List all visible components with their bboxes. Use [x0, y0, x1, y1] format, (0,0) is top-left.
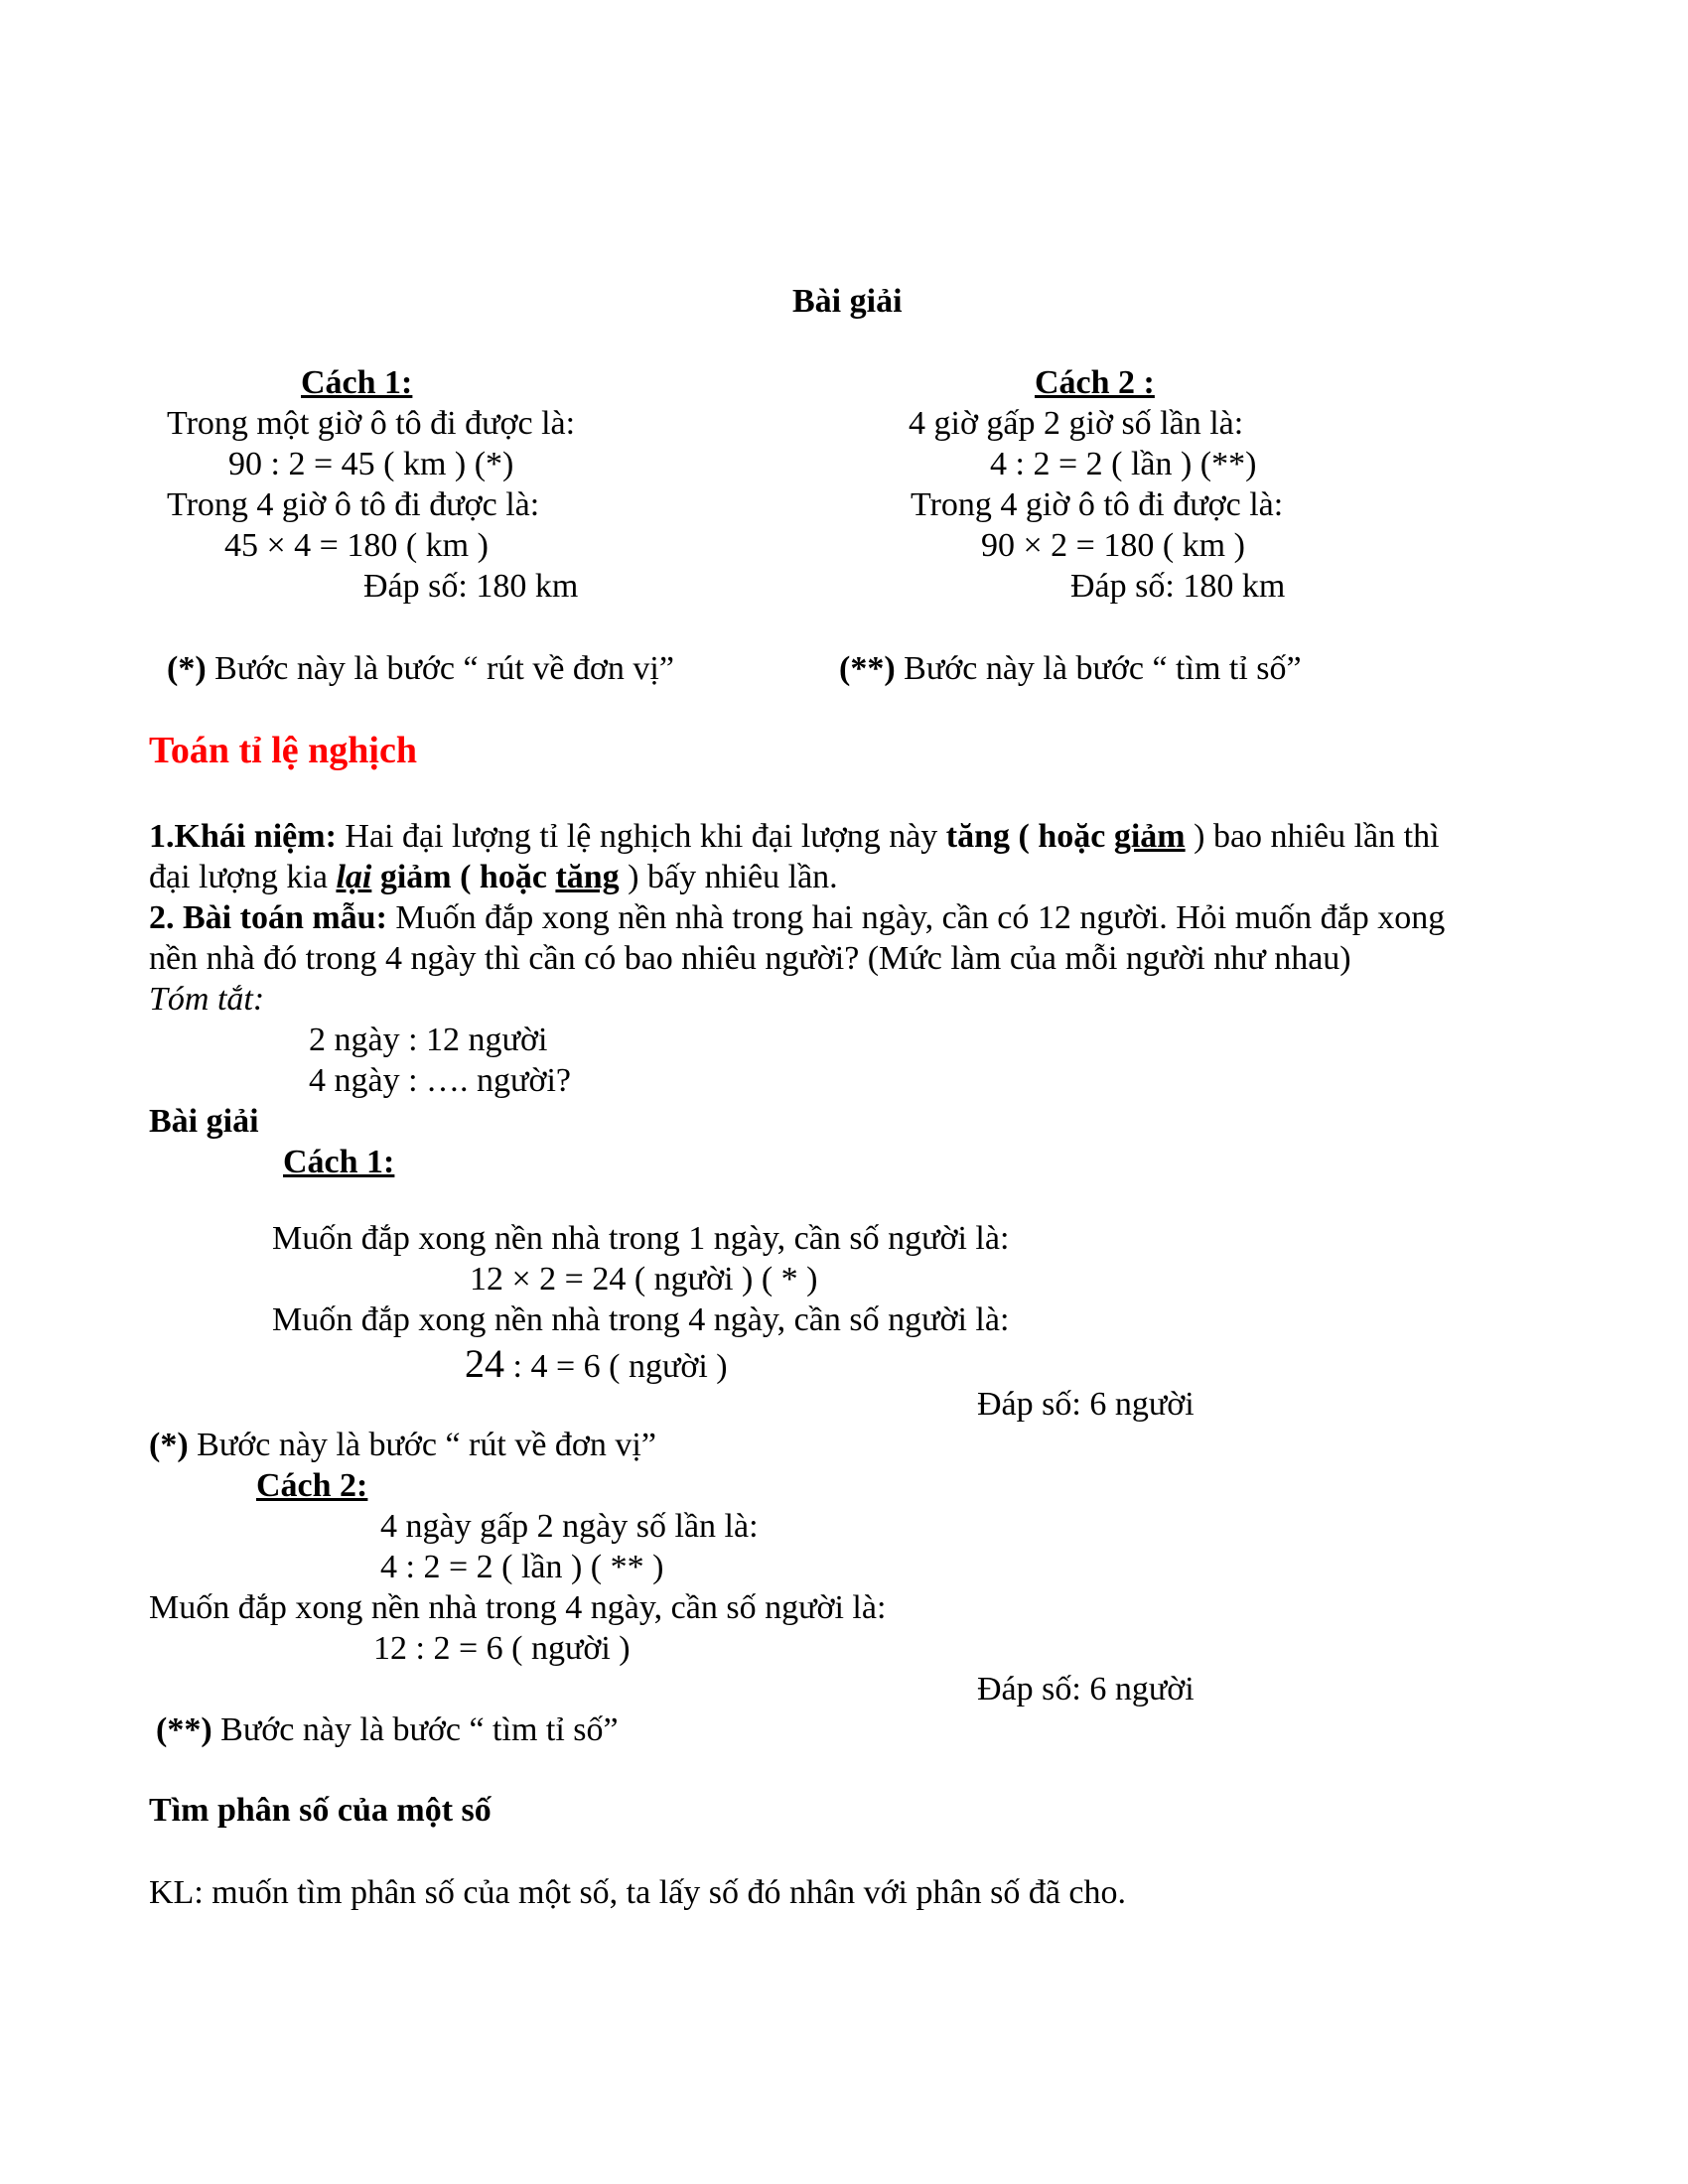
- summary-line: 4 ngày : …. người?: [309, 1062, 571, 1099]
- method1-line: 90 : 2 = 45 ( km ) (*): [228, 446, 514, 482]
- number: 24: [465, 1341, 504, 1386]
- solution-heading: Bài giải: [149, 1103, 259, 1140]
- note-text: Bước này là bước “ tìm tỉ số”: [211, 1711, 619, 1748]
- method1-answer: Đáp số: 6 người: [977, 1386, 1195, 1423]
- method2-line: 4 : 2 = 2 ( lần ) ( ** ): [380, 1549, 664, 1585]
- summary-line: 2 ngày : 12 người: [309, 1022, 548, 1058]
- concept-keyword: ( hoặc: [1010, 818, 1114, 855]
- problem-label: 2. Bài toán mẫu:: [149, 899, 387, 936]
- note-text: Bước này là bước “ tìm tỉ số”: [895, 650, 1302, 687]
- concept-text: đại lượng kia: [149, 859, 337, 895]
- method2-line: Trong 4 giờ ô tô đi được là:: [911, 486, 1284, 523]
- method1-note: [167, 648, 674, 689]
- problem-line-2: nền nhà đó trong 4 ngày thì cần có bao nhiêu người? (Mức làm của mỗi người như nhau): [149, 940, 1351, 977]
- note-mark: (*): [167, 650, 207, 687]
- method2-line: 12 : 2 = 6 ( người ): [373, 1630, 631, 1667]
- concept-text: Hai đại lượng tỉ lệ nghịch khi đại lượng này: [336, 818, 946, 855]
- method1-line: 45 × 4 = 180 ( km ): [224, 527, 489, 564]
- method1-line: Muốn đắp xong nền nhà trong 1 ngày, cần số người là:: [272, 1220, 1010, 1257]
- method1-line: Trong một giờ ô tô đi được là:: [167, 405, 576, 442]
- method2-line: 90 × 2 = 180 ( km ): [981, 527, 1245, 564]
- concept-keyword: giảm ( hoặc: [371, 859, 556, 895]
- method1-line: [465, 1343, 728, 1387]
- concept-keyword: tăng: [555, 859, 620, 895]
- conclusion-text: KL: muốn tìm phân số của một số, ta lấy số đó nhân với phân số đã cho.: [149, 1874, 1127, 1911]
- method2-note: [839, 648, 1302, 689]
- method2-line: 4 ngày gấp 2 ngày số lần là:: [380, 1508, 759, 1545]
- concept-line-1: [149, 816, 1440, 857]
- method2-answer: Đáp số: 180 km: [1070, 568, 1286, 605]
- note-mark: (*): [149, 1427, 189, 1463]
- concept-label: 1.Khái niệm:: [149, 818, 337, 855]
- method1-title: Cách 1:: [301, 364, 413, 401]
- summary-label: Tóm tắt:: [149, 981, 265, 1018]
- number: 12: [470, 1261, 503, 1297]
- method2-answer: Đáp số: 6 người: [977, 1671, 1195, 1707]
- concept-line-2: [149, 857, 838, 897]
- method2-line: Muốn đắp xong nền nhà trong 4 ngày, cần số người là:: [149, 1589, 887, 1626]
- method2-line: 4 giờ gấp 2 giờ số lần là:: [909, 405, 1244, 442]
- section-title-fraction: Tìm phân số của một số: [149, 1792, 492, 1829]
- equation-text: : 4 = 6 ( người ): [504, 1348, 728, 1385]
- method2-line: 4 : 2 = 2 ( lần ) (**): [990, 446, 1257, 482]
- problem-line-1: [149, 897, 1445, 938]
- method1-line: Muốn đắp xong nền nhà trong 4 ngày, cần số người là:: [272, 1301, 1010, 1338]
- concept-keyword: giảm: [1113, 818, 1186, 855]
- method1-line: Trong 4 giờ ô tô đi được là:: [167, 486, 540, 523]
- section-title-inverse: Toán tỉ lệ nghịch: [149, 730, 417, 771]
- concept-keyword: tăng: [945, 818, 1011, 855]
- method2-title: Cách 2:: [256, 1467, 368, 1504]
- note-mark: (**): [156, 1711, 212, 1748]
- note-text: Bước này là bước “ rút về đơn vị”: [206, 650, 674, 687]
- note-mark: (**): [839, 650, 896, 687]
- concept-text: ): [619, 859, 639, 895]
- method2-note: [156, 1709, 619, 1750]
- method1-title: Cách 1:: [283, 1144, 395, 1180]
- concept-text: bấy nhiêu lần.: [638, 859, 838, 895]
- method1-line: [470, 1259, 818, 1299]
- note-text: Bước này là bước “ rút về đơn vị”: [188, 1427, 656, 1463]
- equation-text: × 2 = 24 ( người ) ( * ): [503, 1261, 818, 1297]
- method2-title: Cách 2 :: [1035, 364, 1155, 401]
- concept-text: bao nhiêu lần thì: [1204, 818, 1440, 855]
- solution-heading: Bài giải: [792, 283, 903, 320]
- method1-note: [149, 1425, 656, 1465]
- concept-text: ): [1185, 818, 1205, 855]
- concept-keyword: lại: [336, 859, 372, 895]
- method1-answer: Đáp số: 180 km: [363, 568, 579, 605]
- problem-text: Muốn đắp xong nền nhà trong hai ngày, cần có 12 người. Hỏi muốn đắp xong: [386, 899, 1446, 936]
